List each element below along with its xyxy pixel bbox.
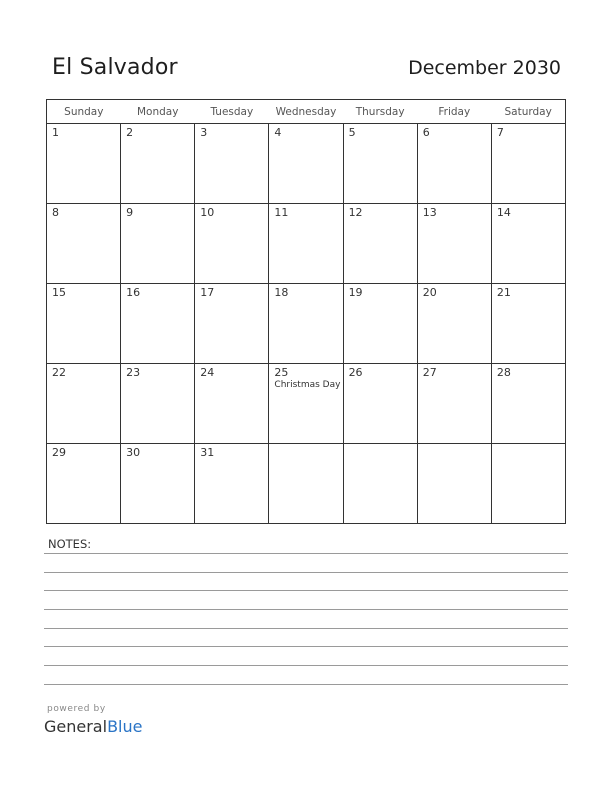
day-cell xyxy=(47,364,121,444)
weekday-monday: Monday xyxy=(121,100,195,124)
day-cell xyxy=(343,284,417,364)
day-cell xyxy=(195,284,269,364)
week-row xyxy=(47,364,566,444)
powered-by-text: powered by xyxy=(47,704,106,714)
day-number: 12 xyxy=(348,206,363,219)
day-cell xyxy=(417,284,491,364)
notes-line xyxy=(44,572,568,573)
day-number: 8 xyxy=(52,206,59,219)
notes-line xyxy=(44,684,568,685)
day-cell xyxy=(47,124,121,204)
day-cell xyxy=(269,124,343,204)
notes-line xyxy=(44,609,568,610)
day-number: 3 xyxy=(200,126,208,139)
day-cell xyxy=(195,124,269,204)
day-number: 31 xyxy=(200,446,215,459)
day-cell xyxy=(491,124,565,204)
weekday-wednesday: Wednesday xyxy=(269,100,343,124)
day-number: 9 xyxy=(126,206,134,219)
weekday-header-row xyxy=(47,100,566,124)
notes-line xyxy=(44,590,568,591)
day-cell xyxy=(417,444,491,524)
day-cell xyxy=(121,284,195,364)
day-cell xyxy=(195,444,269,524)
calendar-grid xyxy=(46,99,566,524)
day-number: 29 xyxy=(52,446,66,459)
day-number: 4 xyxy=(274,126,282,139)
day-number: 24 xyxy=(200,366,215,379)
day-cell xyxy=(343,204,417,284)
brand-logo-blue: Blue xyxy=(107,717,143,736)
week-row xyxy=(47,284,566,364)
weekday-friday: Friday xyxy=(417,100,491,124)
weekday-thursday: Thursday xyxy=(343,100,417,124)
day-cell xyxy=(491,364,565,444)
day-number: 7 xyxy=(496,126,504,139)
day-number: 11 xyxy=(274,206,289,219)
day-cell xyxy=(343,364,417,444)
day-cell xyxy=(269,204,343,284)
day-cell xyxy=(417,364,491,444)
day-number: 26 xyxy=(348,366,363,379)
day-number: 21 xyxy=(496,286,511,299)
day-number: 22 xyxy=(52,366,66,379)
day-cell xyxy=(121,124,195,204)
day-cell xyxy=(269,364,343,444)
day-cell xyxy=(491,204,565,284)
day-number: 28 xyxy=(496,366,511,379)
day-cell xyxy=(47,444,121,524)
day-cell xyxy=(121,444,195,524)
brand-logo-general: General xyxy=(44,717,108,736)
day-number: 30 xyxy=(126,446,141,459)
day-cell xyxy=(47,204,121,284)
day-cell xyxy=(269,284,343,364)
day-cell xyxy=(343,124,417,204)
day-number: 18 xyxy=(274,286,289,299)
day-cell xyxy=(491,284,565,364)
day-number: 16 xyxy=(126,286,141,299)
day-number: 27 xyxy=(422,366,437,379)
day-number: 5 xyxy=(348,126,356,139)
day-cell xyxy=(491,444,565,524)
day-number: 25 xyxy=(274,366,289,379)
month-title: December 2030 xyxy=(408,57,561,79)
country-title: El Salvador xyxy=(52,55,178,80)
day-number: 6 xyxy=(422,126,430,139)
notes-line xyxy=(44,665,568,666)
day-number: 20 xyxy=(422,286,437,299)
day-cell xyxy=(121,364,195,444)
day-number: 13 xyxy=(422,206,437,219)
brand-logo xyxy=(44,717,142,736)
day-cell xyxy=(269,444,343,524)
day-number: 15 xyxy=(52,286,66,299)
weekday-sunday: Sunday xyxy=(47,100,121,124)
day-cell xyxy=(47,284,121,364)
day-number: 2 xyxy=(126,126,134,139)
day-cell xyxy=(195,204,269,284)
day-number: 23 xyxy=(126,366,141,379)
day-number: 1 xyxy=(52,126,59,139)
week-row xyxy=(47,204,566,284)
day-cell xyxy=(343,444,417,524)
holiday-label: Christmas Day xyxy=(274,380,341,390)
day-cell xyxy=(417,124,491,204)
day-number: 17 xyxy=(200,286,215,299)
day-number: 10 xyxy=(200,206,215,219)
day-cell xyxy=(195,364,269,444)
day-number: 19 xyxy=(348,286,363,299)
weekday-tuesday: Tuesday xyxy=(195,100,269,124)
notes-line xyxy=(44,646,568,647)
day-cell xyxy=(417,204,491,284)
day-number: 14 xyxy=(496,206,511,219)
notes-label: NOTES: xyxy=(48,537,92,551)
weekday-saturday: Saturday xyxy=(491,100,565,124)
notes-line xyxy=(44,553,568,554)
week-row xyxy=(47,444,566,524)
notes-line xyxy=(44,628,568,629)
week-row xyxy=(47,124,566,204)
day-cell xyxy=(121,204,195,284)
